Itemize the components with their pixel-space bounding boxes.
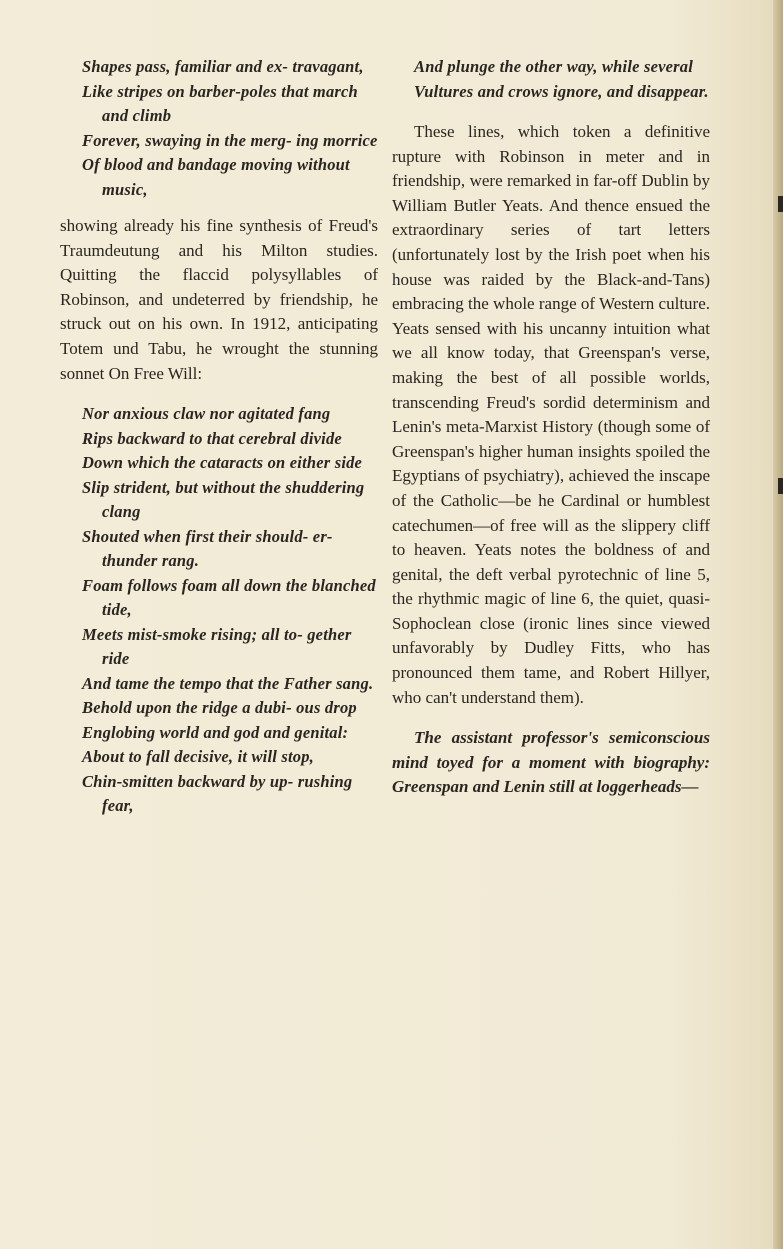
verse-line: Chin-smitten backward by up- rushing fear, (82, 771, 353, 816)
verse-line: Meets mist-smoke rising; all to- gether ride (82, 624, 352, 669)
prose-paragraph-italic: The assistant professor's semiconscious mind toyed for a moment with biography: Greenspan and Lenin still at loggerheads— (392, 728, 710, 797)
right-column (392, 55, 710, 800)
verse-line: Englobing world and god and genital: (82, 722, 349, 742)
verse-line: Like stripes on barber-poles that march and climb (82, 81, 358, 125)
verse-line: Behold upon the ridge a dubi- ous drop (82, 698, 357, 718)
page-tab-mark (778, 196, 783, 212)
prose-paragraph: showing already his fine synthesis of Freud's Traumdeutung and his Milton studies. Quitting the flaccid polysyllables of Robinson, and undeterred by friendship, he struck out on his own. In 1912, anticipating Totem und Tabu, he wrought the stunning sonnet On Free Will: (60, 216, 378, 383)
verse-line: Rips backward to that cerebral divide (82, 428, 342, 448)
verse-line: Shapes pass, familiar and ex- travagant, (82, 57, 364, 76)
verse-line: Foam follows foam all down the blanched tide, (82, 575, 376, 620)
verse-line: Nor anxious claw nor agitated fang (82, 404, 331, 424)
verse-line: Of blood and bandage moving without music, (82, 155, 350, 199)
prose-paragraph: These lines, which token a definitive rupture with Robinson in meter and in friendship, were remarked in far-off Dublin by William Butler Yeats. And thence ensued the extraordinary series of tart letters (unfortunately lost by the Irish poet when his house was raided by the Black-and-Tans) embracing the whole range of Western culture. Yeats sensed with his uncanny intuition what we all know today, that Greenspan's verse, making the best of all possible worlds, transcending Freud's sordid determinism and Lenin's meta-Marxist History (though some of Greenspan's higher human insights spoiled the Egyptians of psychiatry), achieved the inscape of the Catholic—be he Cardinal or humblest catechumen—of free will as the slippery cliff to heaven. Yeats notes the boldness of and genital, the deft verbal pyrotechnic of line 5, the rhythmic magic of line 6, the quiet, quasi-Sophoclean close (ironic lines since viewed unfavorably by Dudley Fitts, who has pronounced them tame, and Robert Hillyer, who can't understand them). (392, 122, 710, 707)
verse-line: Vultures and crows ignore, and disappear. (414, 81, 709, 101)
verse-line: Shouted when first their should- er-thunder rang. (82, 526, 333, 571)
verse-stanza (60, 55, 378, 202)
verse-line: Slip strident, but without the shuddering clang (82, 477, 365, 522)
verse-stanza (392, 55, 710, 104)
page-tab-mark (778, 478, 783, 494)
verse-line: About to fall decisive, it will stop, (82, 747, 314, 767)
verse-line: And plunge the other way, while several (414, 57, 693, 76)
left-column (60, 55, 378, 819)
verse-line: Forever, swaying in the merg- ing morrice (82, 130, 378, 150)
sonnet-stanza (60, 402, 378, 819)
verse-line: And tame the tempo that the Father sang. (82, 673, 374, 693)
verse-line: Down which the cataracts on either side (82, 453, 363, 473)
page-edge (773, 0, 783, 1249)
